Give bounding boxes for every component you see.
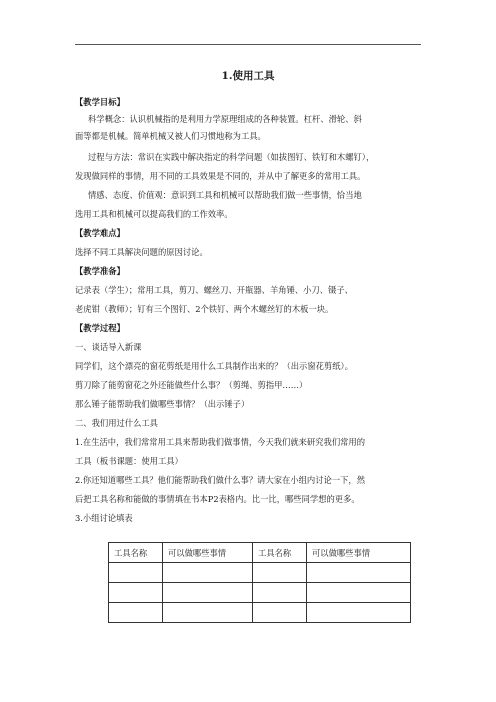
step-heading: 二、我们用过什么工具 — [75, 418, 158, 428]
step-text: 那么锤子能帮助我们做哪些事情？（出示锤子） — [75, 399, 250, 409]
table-cell[interactable] — [307, 563, 411, 583]
step-text: 同学们，这个漂亮的窗花剪纸是用什么工具制作出来的？（出示窗花剪纸）。 — [75, 361, 353, 371]
process-heading: 【教学过程】 — [75, 323, 125, 333]
header-rule — [75, 44, 421, 45]
difficulty-heading: 【教学难点】 — [75, 228, 125, 238]
table-row — [109, 563, 411, 583]
goals-heading: 【教学目标】 — [75, 97, 125, 107]
step-text: 1.在生活中，我们常常用工具来帮助我们做事情，今天我们就来研究我们常用的 — [75, 437, 366, 447]
goals-text: 科学概念：认识机械指的是利用力学原理组成的各种装置。杠杆、滑轮、斜 — [88, 114, 362, 124]
table-cell[interactable] — [163, 583, 253, 603]
prep-heading: 【教学准备】 — [75, 266, 125, 276]
table-cell[interactable] — [109, 603, 163, 623]
difficulty-text: 选择不同工具解决问题的原因讨论。 — [75, 247, 208, 257]
table-row — [109, 603, 411, 623]
table-cell[interactable] — [253, 563, 307, 583]
goals-text: 面等都是机械。简单机械又被人们习惯地称为工具。 — [75, 131, 266, 141]
table-cell[interactable] — [253, 583, 307, 603]
table-header-cell: 工具名称 — [109, 543, 163, 563]
step-text: 2.你还知道哪些工具？他们能帮助我们做什么事？请大家在小组内讨论一下，然 — [75, 475, 366, 485]
goals-text: 选用工具和机械可以提高我们的工作效率。 — [75, 209, 233, 219]
table-cell[interactable] — [253, 603, 307, 623]
table-header-row — [109, 543, 411, 563]
step-text: 3.小组讨论填表 — [75, 513, 133, 523]
table-header-cell: 工具名称 — [253, 543, 307, 563]
discussion-table — [108, 542, 411, 623]
goals-text: 过程与方法：常识在实践中解决指定的科学问题（如拔图钉、铁钉和木螺钉）， — [88, 152, 375, 162]
step-text: 工具（板书课题：使用工具） — [75, 456, 183, 466]
table-cell[interactable] — [109, 583, 163, 603]
table-cell[interactable] — [307, 603, 411, 623]
step-heading: 一、谈话导入新课 — [75, 342, 142, 352]
prep-text: 老虎钳（教师）；钉有三个图钉、2个铁钉、两个木螺丝钉的木板一块。 — [75, 304, 334, 314]
table-row — [109, 583, 411, 603]
prep-text: 记录表（学生）；常用工具，剪刀、螺丝刀、开瓶器、羊角锤、小刀、镊子、 — [75, 285, 353, 295]
table-cell[interactable] — [109, 563, 163, 583]
page-title: 1.使用工具 — [221, 70, 275, 82]
table-header-cell: 可以做哪些事情 — [163, 543, 253, 563]
table-cell[interactable] — [307, 583, 411, 603]
table-cell[interactable] — [163, 603, 253, 623]
step-text: 后把工具名称和能做的事情填在书本P2表格内。比一比，哪些同学想的更多。 — [75, 494, 360, 504]
table-header-cell: 可以做哪些事情 — [307, 543, 411, 563]
goals-text: 发现做同样的事情，用不同的工具效果是不同的，并从中了解更多的常用工具。 — [75, 171, 366, 181]
step-text: 剪刀除了能剪窗花之外还能做些什么事？（剪绳、剪指甲……） — [75, 380, 308, 390]
table-cell[interactable] — [163, 563, 253, 583]
goals-text: 情感、态度、价值观：意识到工具和机械可以帮助我们做一些事情，恰当地 — [88, 190, 362, 200]
